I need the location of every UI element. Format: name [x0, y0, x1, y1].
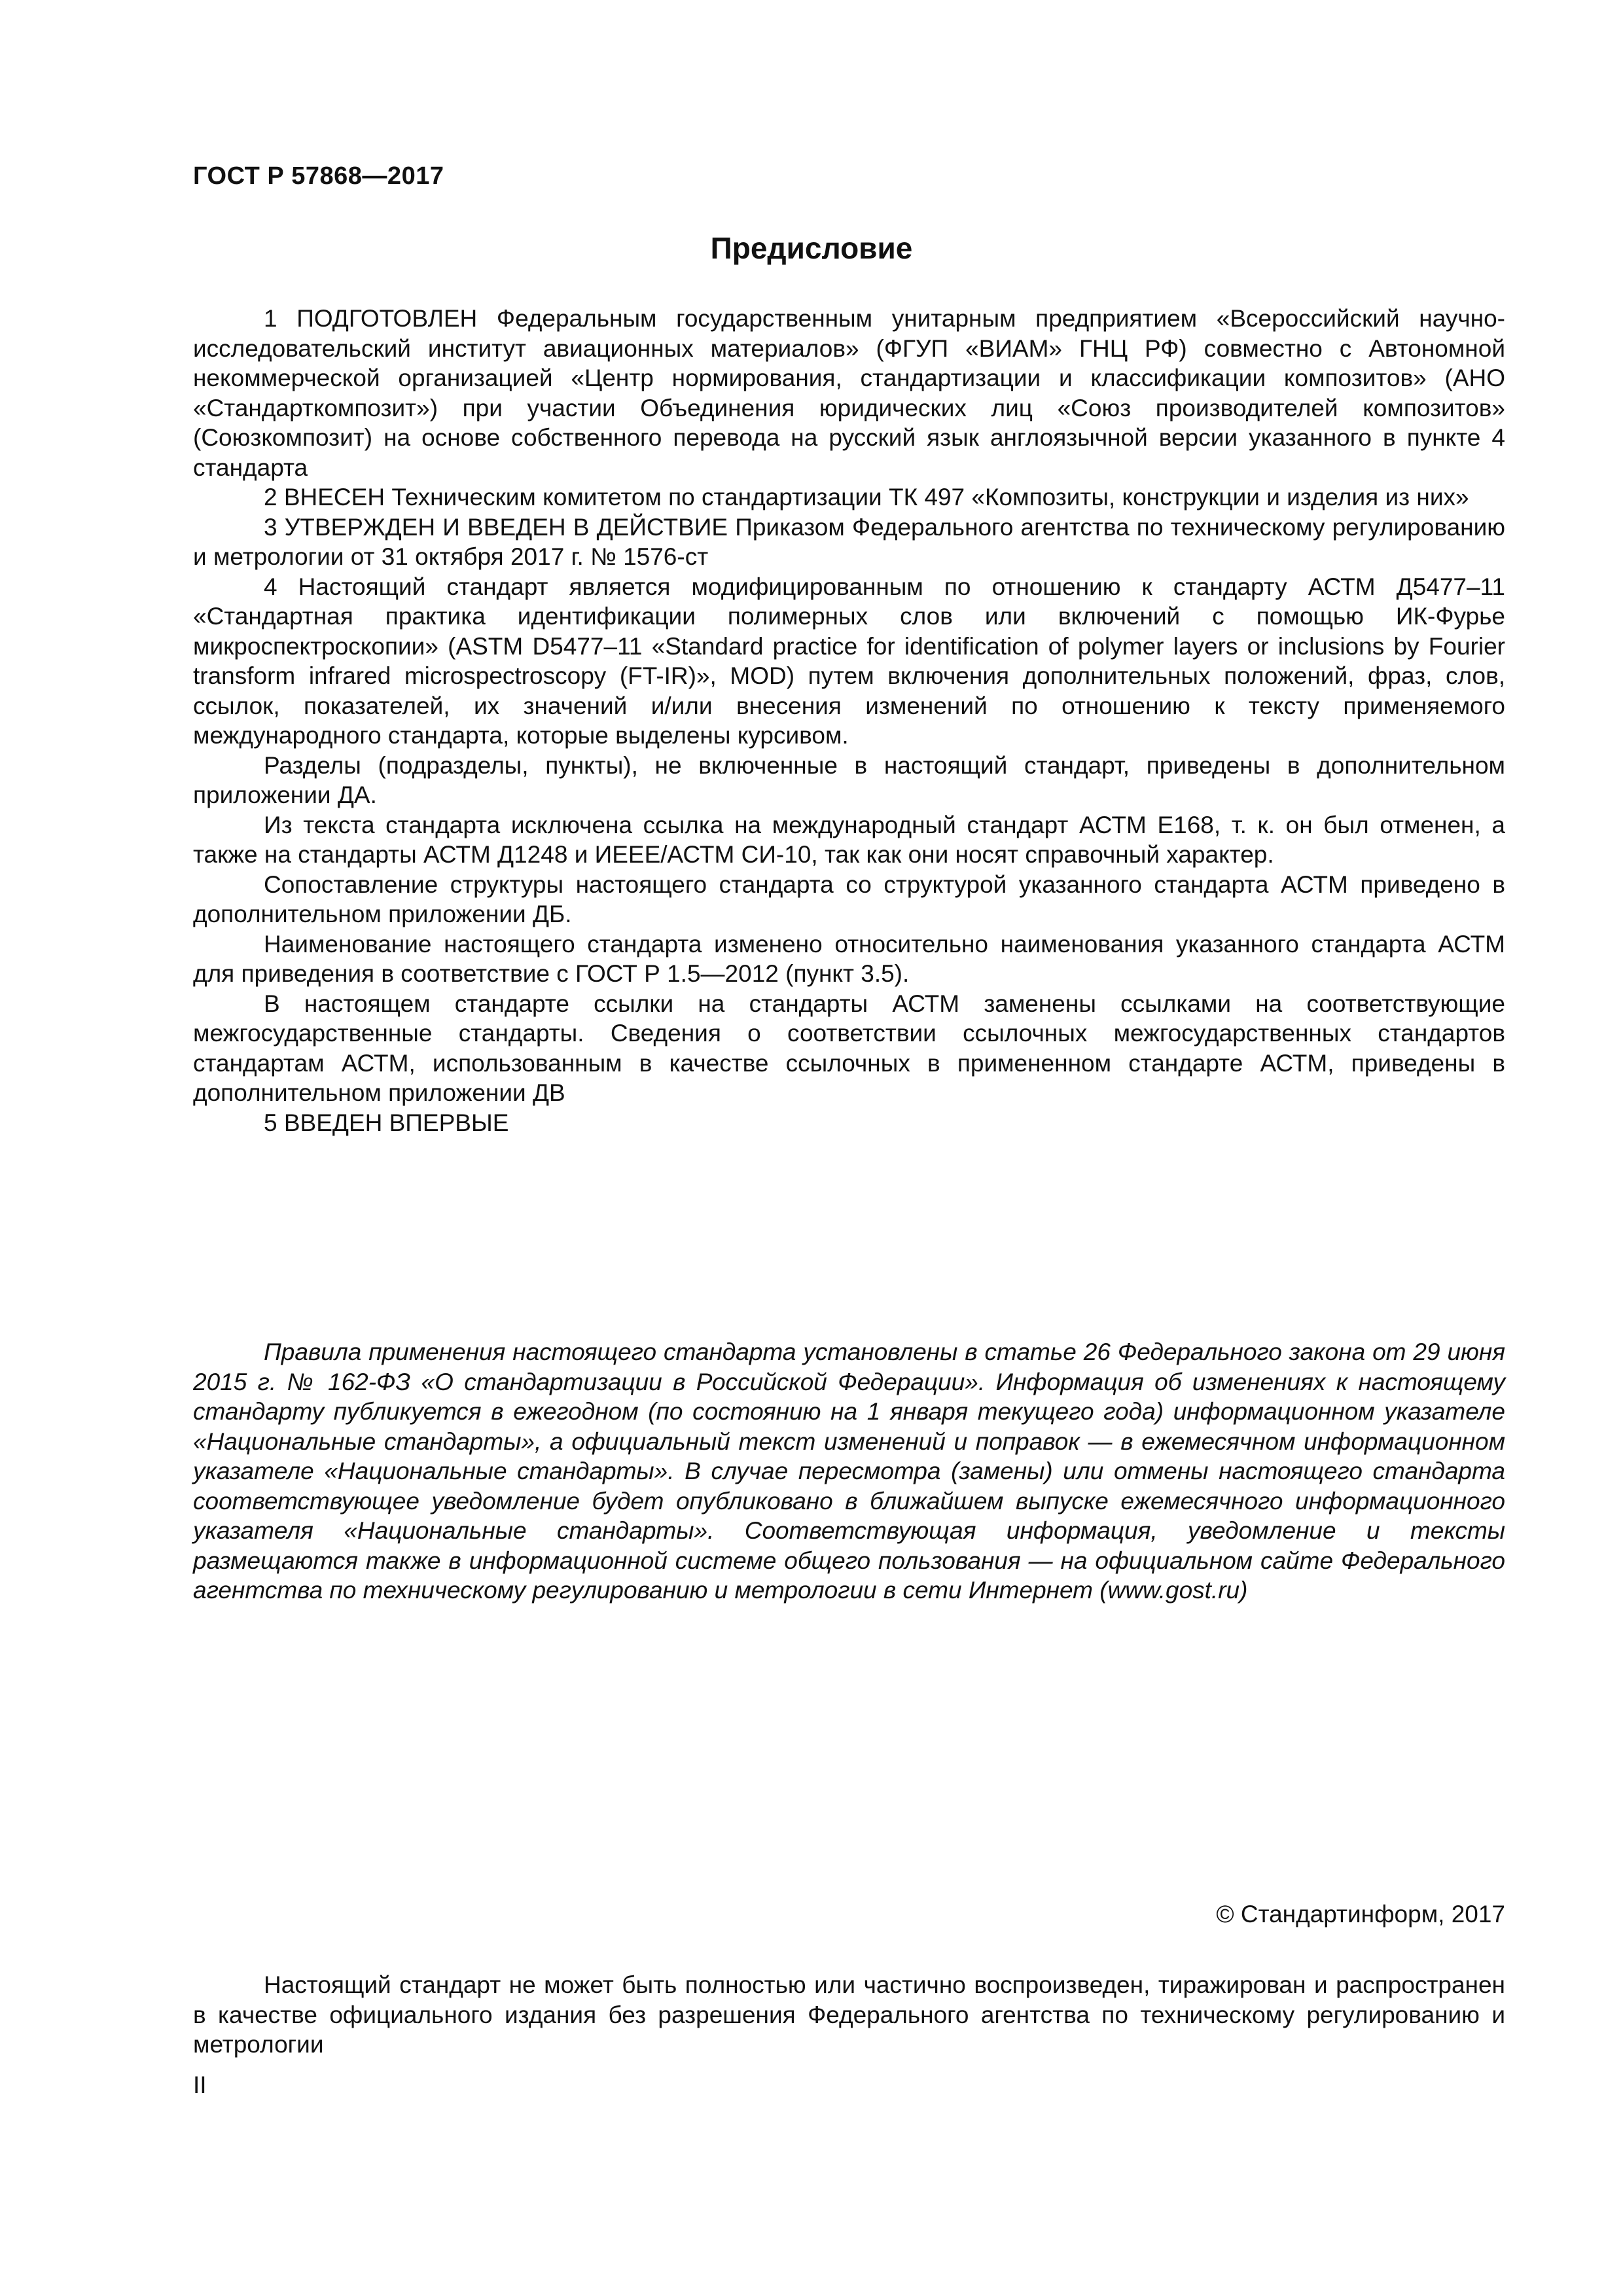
reproduction-notice	[193, 1970, 1505, 2060]
paragraph-name-change: Наименование настоящего стандарта изменено относительно наименования указанного стандарта АСТМ для приведения в соответствие с ГОСТ Р 1.5—2012 (пункт 3.5).	[193, 930, 1505, 987]
paragraph-prepared: 1 ПОДГОТОВЛЕН Федеральным государственным унитарным предприятием «Всероссийский научно-исследовательский институт авиационных материалов» (ФГУП «ВИАМ» ГНЦ РФ) совместно с Автономной некоммерческой организацией «Центр нормирования, стандартизации и классификации композитов» (АНО «Стандарткомпозит») при участии Объединения юридических лиц «Союз производителей композитов» (Союзкомпозит) на основе собственного перевода на русский язык англоязычной версии указанного в пункте 4 стандарта	[193, 305, 1505, 481]
copyright-line: © Стандартинформ, 2017	[1216, 1901, 1505, 1928]
paragraph-approved: 3 УТВЕРЖДЕН И ВВЕДЕН В ДЕЙСТВИЕ Приказом Федерального агентства по техническому регулированию и метрологии от 31 октября 2017 г. № 1576-ст	[193, 513, 1505, 570]
paragraph-introduced: 2 ВНЕСЕН Техническим комитетом по стандартизации ТК 497 «Композиты, конструкции и изделия из них»	[264, 484, 1469, 511]
paragraph-sections: Разделы (подразделы, пункты), не включенные в настоящий стандарт, приведены в дополнительном приложении ДА.	[193, 751, 1505, 808]
foreword-body	[193, 304, 1505, 1138]
paragraph-reference-replacement: В настоящем стандарте ссылки на стандарты АСТМ заменены ссылками на соответствующие межгосударственные стандарты. Сведения о соответствии ссылочных межгосударственных стандартов стандартам АСТМ, использованным в качестве ссылочных в примененном стандарте АСТМ, приведены в дополнительном приложении ДВ	[193, 990, 1505, 1106]
page-title: Предисловие	[710, 231, 913, 265]
application-rules-notice	[193, 1337, 1505, 1605]
paragraph-excluded-refs: Из текста стандарта исключена ссылка на международный стандарт АСТМ Е168, т. к. он был отменен, а также на стандарты АСТМ Д1248 и ИЕЕЕ/АСТМ СИ-10, так как они носят справочный характер.	[193, 811, 1505, 868]
page-number: II	[193, 2072, 207, 2098]
paragraph-modification: 4 Настоящий стандарт является модифицированным по отношению к стандарту АСТМ Д5477–11 «Стандартная практика идентификации полимерных слов или включений с помощью ИК-Фурье микроспектроскопии» (ASTM D5477–11 «Standard practice for identification of polymer layers or inclusions by Fourier transform infrared microspectroscopy (FT-IR)», MOD) путем включения дополнительных положений, фраз, слов, ссылок, показателей, их значений и/или внесения изменений по отношению к тексту применяемого международного стандарта, которые выделены курсивом.	[193, 573, 1505, 749]
standard-code-header: ГОСТ Р 57868—2017	[193, 162, 444, 190]
paragraph-comparison: Сопоставление структуры настоящего стандарта со структурой указанного стандарта АСТМ приведено в дополнительном приложении ДБ.	[193, 870, 1505, 927]
paragraph-first-introduced: 5 ВВЕДЕН ВПЕРВЫЕ	[264, 1109, 509, 1136]
notice-text: Правила применения настоящего стандарта установлены в статье 26 Федерального закона от 29 июня 2015 г. № 162-ФЗ «О стандартизации в Российской Федерации». Информация об изменениях к настоящему стандарту публикуется в ежегодном (по состоянию на 1 января текущего года) информационном указателе «Национальные стандарты», а официальный текст изменений и поправок — в ежемесячном информационном указателе «Национальные стандарты». В случае пересмотра (замены) или отмены настоящего стандарта соответствующее уведомление будет опубликовано в ближайшем выпуске ежемесячного информационного указателя «Национальные стандарты». Соответствующая информация, уведомление и тексты размещаются также в информационной системе общего пользования — на официальном сайте Федерального агентства по техническому регулированию и метрологии в сети Интернет (www.gost.ru)	[193, 1338, 1505, 1604]
reproduction-text: Настоящий стандарт не может быть полностью или частично воспроизведен, тиражирован и распространен в качестве официального издания без разрешения Федерального агентства по техническому регулированию и метрологии	[193, 1971, 1505, 2058]
